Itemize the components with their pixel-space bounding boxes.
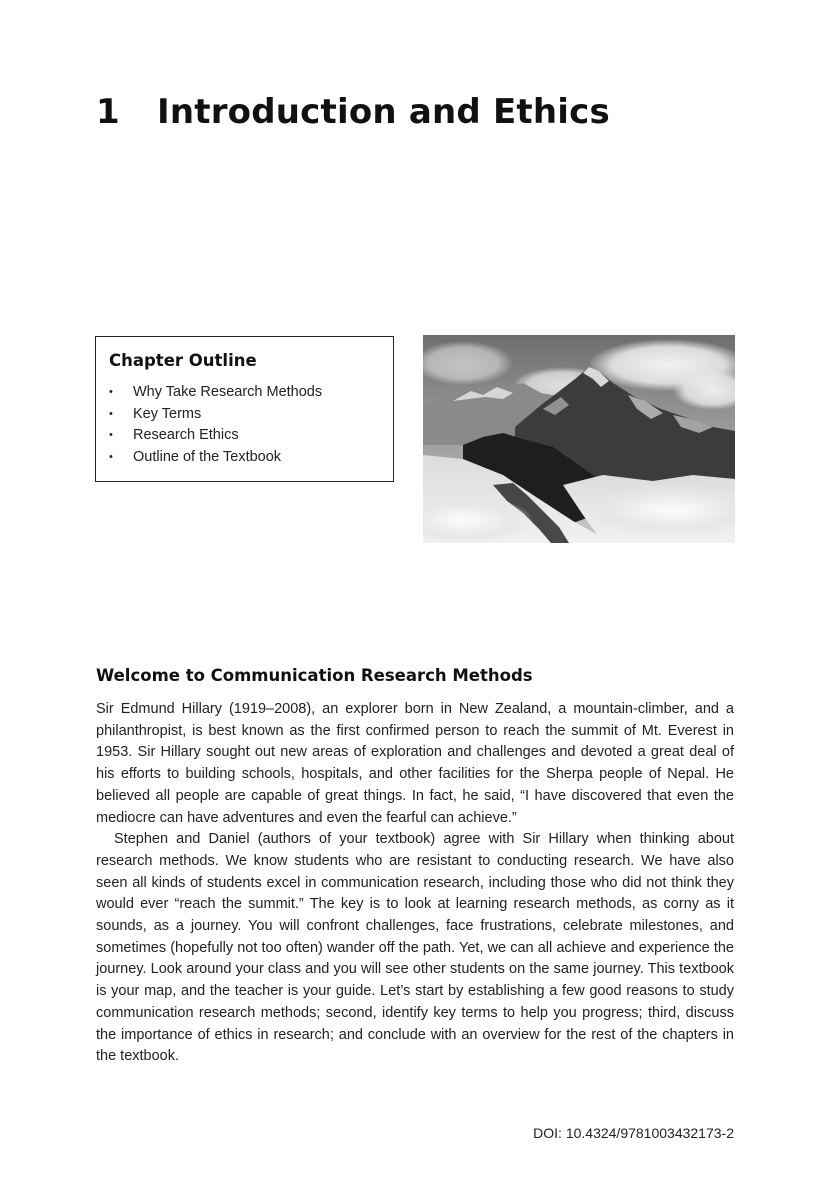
mountain-landscape-illustration — [423, 335, 735, 543]
bullet-icon: • — [109, 429, 113, 442]
bullet-icon: • — [109, 386, 113, 398]
section-heading: Welcome to Communication Research Methods — [96, 666, 533, 685]
outline-item-label: Outline of the Textbook — [133, 449, 282, 466]
mountain-landscape-image — [423, 335, 735, 543]
outline-item — [109, 447, 380, 469]
chapter-title: Introduction and Ethics — [157, 92, 610, 132]
chapter-number: 1 — [96, 92, 120, 132]
body-text — [96, 699, 734, 1068]
outline-item — [109, 382, 380, 404]
chapter-outline-title: Chapter Outline — [109, 351, 257, 370]
outline-item — [109, 425, 380, 447]
bullet-icon: • — [109, 451, 113, 464]
chapter-outline-list — [109, 382, 380, 469]
bullet-icon: • — [109, 407, 113, 420]
body-paragraph: Sir Edmund Hillary (1919–2008), an explorer born in New Zealand, a mountain-climber, and a philanthropist, is best known as the first confirmed person to reach the summit of Mt. Everest in 1953. Sir Hillary sought out new areas of exploration and challenges and devoted a great deal of his efforts to building schools, hospitals, and other facilities for the Sherpa people of Nepal. He believed all people are capable of great things. In fact, he said, “I have discovered that even the mediocre can have adventures and even the fearful can achieve.” — [96, 701, 734, 826]
outline-item-label: Why Take Research Methods — [133, 384, 323, 400]
chapter-outline-box — [95, 336, 394, 482]
outline-item-label: Key Terms — [133, 405, 202, 422]
body-paragraph: Stephen and Daniel (authors of your textbook) agree with Sir Hillary when thinking about research methods. We know students who are resistant to conducting research. We have also seen all kinds of students excel in communication research, including those who did not think they would ever “reach the summit.” The key is to look at learning research methods, as corny as it sounds, as a journey. You will confront challenges, face frustrations, celebrate milestones, and sometimes (hopefully not too often) wander off the path. Yet, we can all achieve and experience the journey. Look around your class and you will see other students on the same journey. This textbook is your map, and the teacher is your guide. Let’s start by establishing a few good reasons to study communication research methods; second, identify key terms to help you progress; third, discuss the importance of ethics in research; and conclude with an overview for the rest of the chapters in the textbook. — [96, 831, 734, 1065]
outline-item — [109, 404, 380, 426]
doi-footer: DOI: 10.4324/9781003432173-2 — [533, 1125, 734, 1141]
chapter-heading — [96, 92, 610, 132]
outline-item-label: Research Ethics — [133, 427, 239, 444]
